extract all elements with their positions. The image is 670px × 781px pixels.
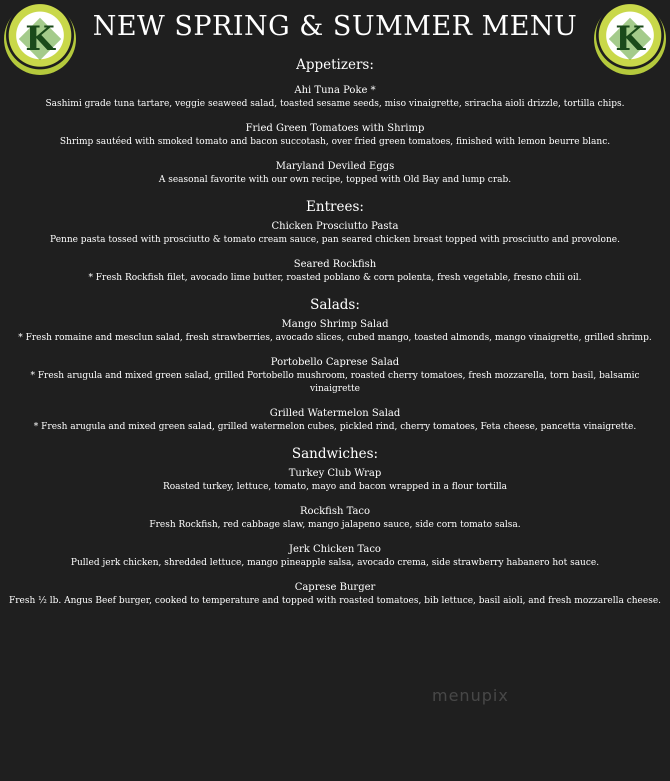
menu-item: [0, 505, 670, 532]
section-salads: [0, 296, 670, 434]
item-description: * Fresh Rockfish filet, avocado lime butter, roasted poblano & corn polenta, fresh vegetable, fresno chili oil.: [88, 273, 582, 283]
item-description: * Fresh romaine and mesclun salad, fresh strawberries, avocado slices, cubed mango, toasted almonds, mango vinaigrette, grilled shrimp.: [18, 333, 652, 343]
menu-item: [0, 467, 670, 494]
item-name: Caprese Burger: [294, 582, 376, 593]
menu-content: [0, 56, 670, 619]
item-name: Seared Rockfish: [293, 259, 377, 270]
logo-letter: K: [25, 19, 55, 59]
section-title: Salads:: [310, 297, 360, 313]
menu-item: [0, 220, 670, 247]
item-description: * Fresh arugula and mixed green salad, grilled watermelon cubes, pickled rind, cherry tomatoes, Feta cheese, pancetta vinaigrette.: [33, 422, 637, 432]
section-appetizers: [0, 56, 670, 187]
item-description: A seasonal favorite with our own recipe, topped with Old Bay and lump crab.: [158, 175, 512, 185]
item-name: Maryland Deviled Eggs: [275, 161, 395, 172]
menu-item: [0, 581, 670, 608]
item-name: Turkey Club Wrap: [288, 468, 382, 479]
item-description: Fresh ½ lb. Angus Beef burger, cooked to temperature and topped with roasted tomatoes, bib lettuce, basil aioli, and fresh mozzarella cheese.: [8, 596, 662, 606]
item-description: Roasted turkey, lettuce, tomato, mayo and bacon wrapped in a flour tortilla: [162, 482, 508, 492]
item-name: Jerk Chicken Taco: [289, 544, 381, 555]
item-name: Fried Green Tomatoes with Shrimp: [245, 123, 425, 134]
section-title: Entrees:: [306, 199, 364, 215]
menu-item: [0, 356, 670, 396]
logo-letter: K: [615, 19, 645, 59]
menu-item: [0, 543, 670, 570]
section-entrees: [0, 198, 670, 285]
item-name: Grilled Watermelon Salad: [269, 408, 401, 419]
item-description: Penne pasta tossed with prosciutto & tomato cream sauce, pan seared chicken breast topped with prosciutto and provolone.: [50, 235, 620, 245]
item-description: Shrimp sautéed with smoked tomato and bacon succotash, over fried green tomatoes, finished with lemon beurre blanc.: [59, 137, 611, 147]
menu-item: [0, 318, 670, 345]
menu-item: [0, 122, 670, 149]
section-title: Sandwiches:: [291, 446, 379, 462]
menu-item: [0, 160, 670, 187]
watermark: menupix: [432, 686, 509, 705]
item-name: Mango Shrimp Salad: [281, 319, 389, 330]
item-name: Chicken Prosciutto Pasta: [271, 221, 399, 232]
item-description: Sashimi grade tuna tartare, veggie seaweed salad, toasted sesame seeds, miso vinaigrette, sriracha aioli drizzle, tortilla chips.: [45, 99, 625, 109]
item-name: Portobello Caprese Salad: [270, 357, 400, 368]
menu-item: [0, 407, 670, 434]
item-name: Ahi Tuna Poke *: [294, 85, 376, 96]
item-description: Fresh Rockfish, red cabbage slaw, mango jalapeno sauce, side corn tomato salsa.: [149, 520, 521, 530]
menu-item: [0, 84, 670, 111]
menu-item: [0, 258, 670, 285]
item-description: * Fresh arugula and mixed green salad, grilled Portobello mushroom, roasted cherry tomatoes, fresh mozzarella, torn basil, balsamic vinaigrette: [30, 371, 640, 394]
item-name: Rockfish Taco: [299, 506, 371, 517]
section-sandwiches: [0, 445, 670, 608]
item-description: Pulled jerk chicken, shredded lettuce, mango pineapple salsa, avocado crema, side strawberry habanero hot sauce.: [70, 558, 600, 568]
page-title: NEW SPRING & SUMMER MENU: [92, 11, 578, 42]
section-title: Appetizers:: [296, 57, 374, 73]
